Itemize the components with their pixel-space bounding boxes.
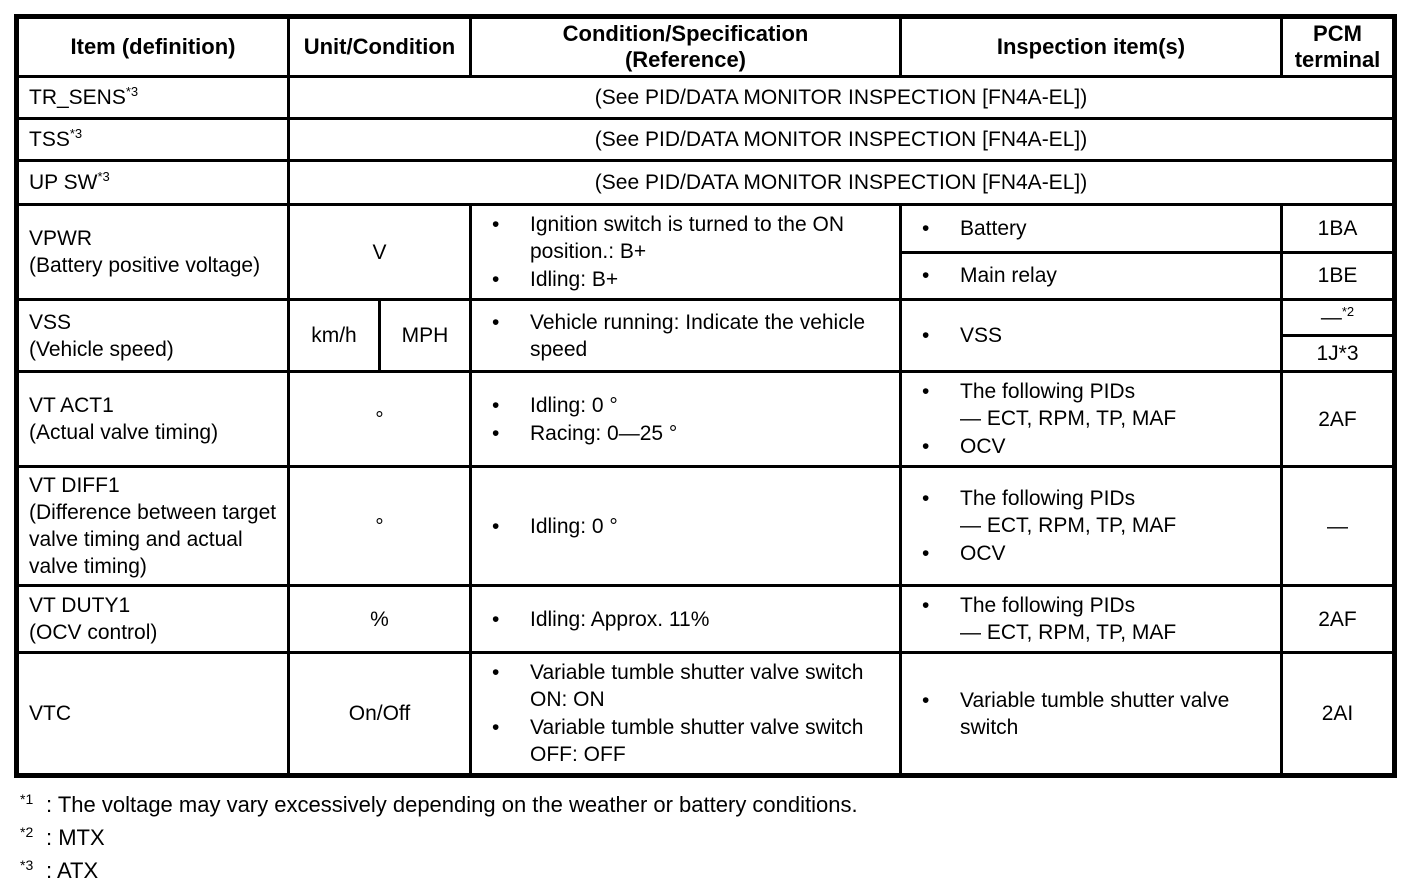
col-header-unit-label: Unit/Condition <box>303 34 456 59</box>
condition-cell-vt-diff1 <box>471 467 901 586</box>
unit-mph: MPH <box>401 324 449 347</box>
item-cell-vtc <box>17 653 289 776</box>
item-cell-vpwr <box>17 205 289 300</box>
pcm-terminal-cell-atx: 1J*3 <box>1282 336 1395 372</box>
pcm-terminal-cell: 2AF <box>1282 372 1395 467</box>
inspection-cell-vt-act1 <box>901 372 1282 467</box>
col-header-condition <box>471 17 901 77</box>
condition-cell-vpwr <box>471 205 901 300</box>
inspection-cell-main-relay <box>901 252 1282 300</box>
see-reference-cell: (See PID/DATA MONITOR INSPECTION [FN4A-EL]) <box>289 119 1395 161</box>
item-cell-tr-sens <box>17 77 289 119</box>
table-row-vpwr <box>17 205 1395 253</box>
col-header-inspection-label: Inspection item(s) <box>996 34 1186 59</box>
pid-sublist: — ECT, RPM, TP, MAF <box>960 407 1177 430</box>
col-header-item <box>17 17 289 77</box>
unit-cell-vtc: On/Off <box>289 653 471 776</box>
inspection-bullet: • The following PIDs — ECT, RPM, TP, MAF <box>916 485 1276 539</box>
inspection-bullet: • VSS <box>916 322 1276 349</box>
unit-cell-vt-diff1: ° <box>289 467 471 586</box>
item-name: VSS <box>29 310 72 334</box>
pcm-terminal-cell-mtx: —$^{*2}$ <box>1282 300 1395 336</box>
condition-cell-vt-act1 <box>471 372 901 467</box>
inspection-cell-battery <box>901 205 1282 253</box>
condition-bullet: • Vehicle running: Indicate the vehicle speed <box>486 309 895 363</box>
item-cell-vt-act1 <box>17 372 289 467</box>
item-cell-up-sw <box>17 161 289 205</box>
condition-bullet: • Idling: 0 ° <box>486 392 895 419</box>
item-definition: (OCV control) <box>29 621 158 644</box>
inspection-bullet: • OCV <box>916 540 1276 567</box>
item-footnote-ref: *3 <box>69 126 83 141</box>
condition-bullet: • Idling: Approx. 11% <box>486 606 895 633</box>
col-header-condition-line1: Condition/Specification <box>562 21 809 46</box>
item-footnote-ref: *3 <box>125 84 139 99</box>
pcm-terminal-cell: — <box>1282 467 1395 586</box>
unit-cell-vt-duty1: % <box>289 586 471 653</box>
col-header-condition-line2: (Reference) <box>624 47 747 72</box>
unit-kmh: km/h <box>290 301 381 370</box>
item-cell-tss <box>17 119 289 161</box>
col-header-pcm-line2: terminal <box>1294 47 1381 72</box>
footnotes <box>14 788 1392 887</box>
item-name: VT ACT1 <box>29 394 114 417</box>
col-header-item-label: Item (definition) <box>70 34 236 59</box>
item-name: TSS <box>29 128 70 151</box>
inspection-bullet: • Main relay <box>916 262 1276 289</box>
item-definition: (Vehicle speed) <box>29 337 174 361</box>
item-name: TR_SENS <box>29 86 126 109</box>
col-header-inspection <box>901 17 1282 77</box>
item-definition: (Actual valve timing) <box>29 421 219 444</box>
col-header-pcm-line1: PCM <box>1313 21 1362 46</box>
table-header-row <box>17 17 1395 77</box>
table-row-vt-act1 <box>17 372 1395 467</box>
footnote-2: $^{*2}$ : MTX <box>20 823 105 850</box>
pcm-inspection-table <box>14 14 1397 778</box>
item-cell-vt-diff1 <box>17 467 289 586</box>
item-footnote-ref: *3 <box>97 169 110 184</box>
col-header-unit <box>289 17 471 77</box>
unit-cell-vss <box>289 300 471 372</box>
inspection-bullet: • The following PIDs — ECT, RPM, TP, MAF <box>916 378 1276 432</box>
pcm-terminal-cell: 2AI <box>1282 653 1395 776</box>
pid-sublist: — ECT, RPM, TP, MAF <box>960 514 1177 537</box>
table-row-tr-sens <box>17 77 1395 119</box>
inspection-bullet: • OCV <box>916 433 1276 460</box>
unit-cell-vt-act1: ° <box>289 372 471 467</box>
footnote-3: $^{*3}$ : ATX <box>20 856 99 883</box>
pcm-terminal-cell: 2AF <box>1282 586 1395 653</box>
inspection-cell-vss <box>901 300 1282 372</box>
table-row-vss <box>17 300 1395 336</box>
table-row-vtc <box>17 653 1395 776</box>
item-cell-vss <box>17 300 289 372</box>
inspection-cell-vt-diff1 <box>901 467 1282 586</box>
footnote-1: $^{*1}$ : The voltage may vary excessively depending on the weather or battery conditions. <box>20 790 858 817</box>
item-definition: (Battery positive voltage) <box>29 254 261 277</box>
table-row-vt-diff1 <box>17 467 1395 586</box>
inspection-bullet: • Variable tumble shutter valve switch <box>916 687 1276 741</box>
unit-cell-vpwr: V <box>289 205 471 300</box>
item-name: VT DIFF1 <box>29 474 120 497</box>
condition-bullet: • Variable tumble shutter valve switch ON: ON <box>486 659 895 713</box>
condition-bullet: • Idling: 0 ° <box>486 513 895 540</box>
item-name: VTC <box>29 702 71 725</box>
item-cell-vt-duty1 <box>17 586 289 653</box>
item-name: VT DUTY1 <box>29 594 131 617</box>
condition-bullet: • Variable tumble shutter valve switch OFF: OFF <box>486 714 895 768</box>
condition-bullet: • Idling: B+ <box>486 266 895 293</box>
condition-cell-vt-duty1 <box>471 586 901 653</box>
inspection-bullet: • The following PIDs — ECT, RPM, TP, MAF <box>916 592 1276 646</box>
item-name: VPWR <box>29 227 92 250</box>
item-name: UP SW <box>29 171 98 194</box>
condition-cell-vtc <box>471 653 901 776</box>
col-header-pcm <box>1282 17 1395 77</box>
condition-cell-vss <box>471 300 901 372</box>
item-definition: (Difference between target valve timing and actual valve timing) <box>29 501 277 578</box>
pcm-terminal-cell: 1BE <box>1282 252 1395 300</box>
table-row-up-sw <box>17 161 1395 205</box>
table-row-vt-duty1 <box>17 586 1395 653</box>
condition-bullet: • Ignition switch is turned to the ON position.: B+ <box>486 211 895 265</box>
pid-sublist: — ECT, RPM, TP, MAF <box>960 621 1177 644</box>
table-row-tss <box>17 119 1395 161</box>
inspection-bullet: • Battery <box>916 215 1276 242</box>
condition-bullet: • Racing: 0—25 ° <box>486 420 895 447</box>
inspection-cell-vtc <box>901 653 1282 776</box>
see-reference-cell: (See PID/DATA MONITOR INSPECTION [FN4A-EL]) <box>289 77 1395 119</box>
pcm-terminal-cell: 1BA <box>1282 205 1395 253</box>
pcm-footnote-ref: *2 <box>1341 304 1355 319</box>
see-reference-cell: (See PID/DATA MONITOR INSPECTION [FN4A-EL]) <box>289 161 1395 205</box>
inspection-cell-vt-duty1 <box>901 586 1282 653</box>
